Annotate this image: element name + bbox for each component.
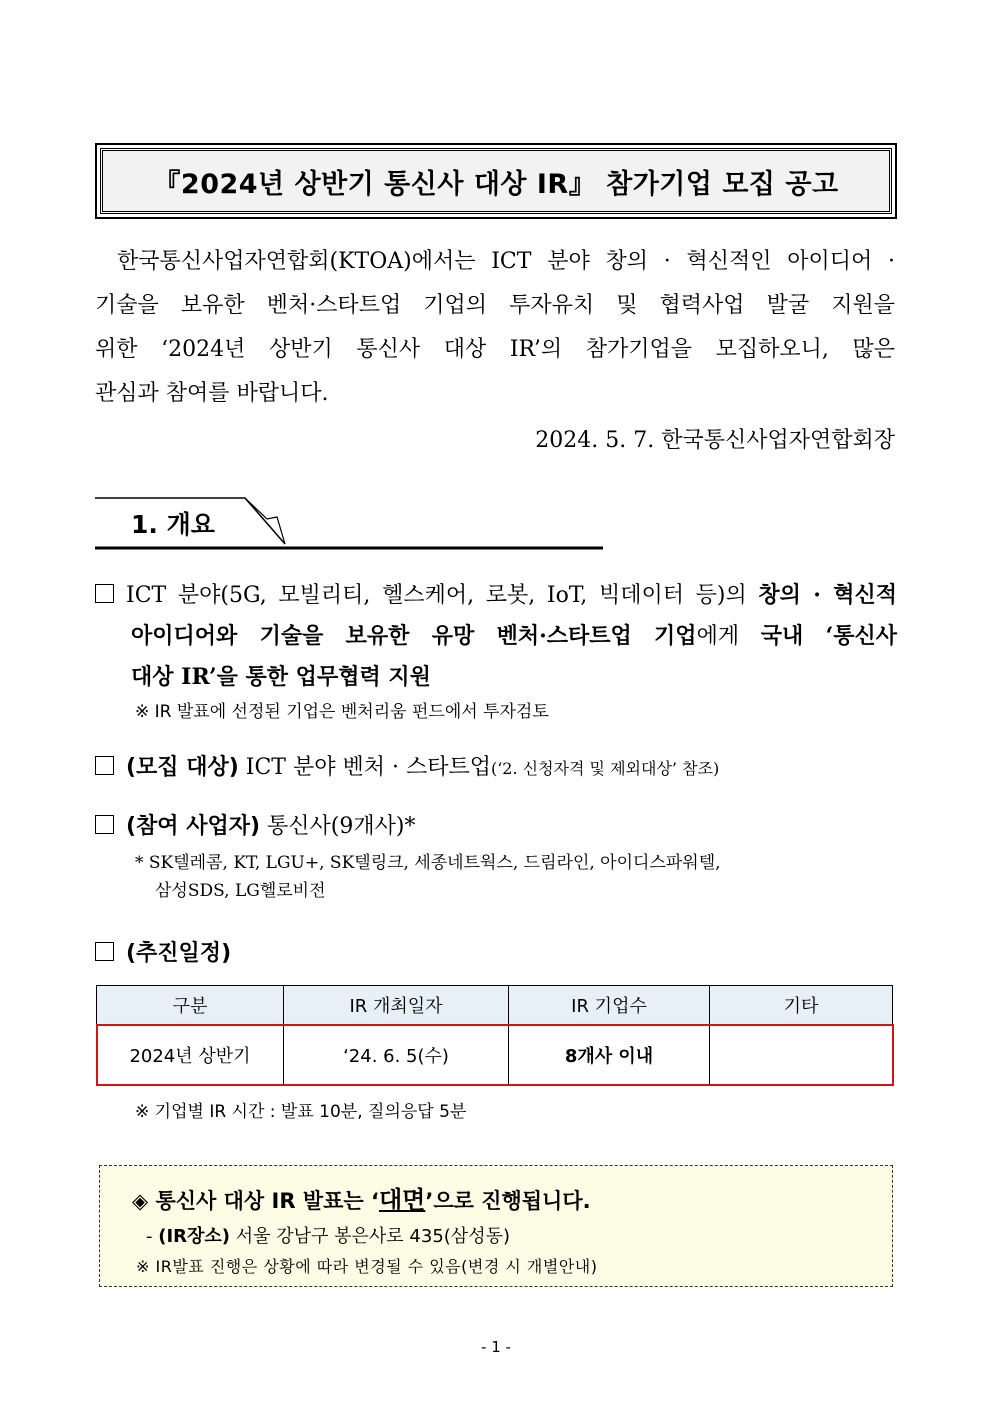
participants-list: 삼성SDS, LG헬로비전 (155, 881, 326, 901)
table-header: 구분 (97, 986, 284, 1025)
place-label: (IR장소) (158, 1226, 231, 1247)
bullet-text: ICT 분야(5G, 모빌리티, 헬스케어, 로봇, IoT, 빅데이터 등)의 (126, 583, 747, 608)
table-cell: 8개사 이내 (509, 1025, 710, 1086)
bullet-text: 에게 (696, 624, 740, 649)
table-header: IR 기업수 (509, 986, 710, 1025)
bullet-label: (모집 대상) (126, 755, 239, 780)
place-value: 서울 강남구 봉은사로 435(삼성동) (235, 1226, 510, 1247)
bullet-label: (추진일정) (126, 941, 232, 966)
bullet-text-bold: 국내 ‘통신사 (760, 623, 897, 649)
title-box (95, 143, 897, 219)
bullet-reference: (‘2. 신청자격 및 제외대상’ 참조) (490, 759, 720, 778)
notice-place (146, 1222, 510, 1248)
participants-list: * SK텔레콤, KT, LGU+, SK텔링크, 세종네트웍스, 드림라인, 아이디스파워텔, (135, 853, 721, 873)
notice-heading (132, 1180, 591, 1215)
bullet-text: 통신사(9개사)* (267, 814, 416, 839)
bullet-note: ※ IR 발표에 선정된 기업은 벤처리움 펀드에서 투자검토 (135, 702, 549, 722)
signature: 2024. 5. 7. 한국통신사업자연합회장 (535, 428, 895, 453)
section-title: 1. 개요 (131, 510, 215, 539)
table-header-row (97, 986, 893, 1025)
bullet-target (95, 747, 897, 789)
bullet-text: ICT 분야 벤처 · 스타트업 (245, 755, 491, 780)
dash: - (146, 1226, 153, 1247)
checkbox-icon (95, 756, 114, 775)
checkbox-icon (95, 942, 114, 961)
table-header: 기타 (710, 986, 893, 1025)
page-number: - 1 - (481, 1338, 511, 1356)
section-heading (95, 497, 605, 552)
table-cell (710, 1025, 893, 1086)
schedule-note: ※ 기업별 IR 시간 : 발표 10분, 질의응답 5분 (135, 1102, 467, 1122)
diamond-icon: ◈ (132, 1189, 149, 1213)
bullet-participants (95, 806, 897, 905)
notice-caution: ※ IR발표 진행은 상황에 따라 변경될 수 있음(변경 시 개별안내) (136, 1257, 598, 1276)
checkbox-icon (95, 815, 114, 834)
document-title: 『2024년 상반기 통신사 대상 IR』 참가기업 모집 공고 (153, 168, 839, 200)
intro-line: 한국통신사업자연합회(KTOA)에서는 ICT 분야 창의 · 혁신적인 아이디어 · (117, 249, 895, 274)
bullet-label: (참여 사업자) (126, 814, 261, 839)
notice-heading-text: ’으로 진행됩니다. (425, 1189, 591, 1213)
bullet-text-bold: 대상 IR’을 통한 업무협력 지원 (131, 664, 431, 690)
table-row (97, 1025, 893, 1086)
notice-box (99, 1165, 893, 1287)
intro-line: 기술을 보유한 벤처·스타트업 기업의 투자유치 및 협력사업 발굴 지원을 (95, 293, 895, 318)
table-cell: 2024년 상반기 (97, 1025, 284, 1086)
intro-line: 관심과 참여를 바랍니다. (95, 381, 329, 406)
schedule-table (96, 985, 893, 1085)
table-header: IR 개최일자 (284, 986, 509, 1025)
bullet-overview (95, 575, 897, 726)
checkbox-icon (95, 584, 114, 603)
bullet-text-bold: 아이디어와 기술을 보유한 유망 벤처·스타트업 기업 (131, 623, 697, 649)
intro-paragraph (95, 240, 895, 416)
intro-line: 위한 ‘2024년 상반기 통신사 대상 IR’의 참가기업을 모집하오니, 많은 (95, 337, 895, 362)
notice-heading-text: 통신사 대상 IR 발표는 ‘ (155, 1189, 379, 1213)
table-cell: ‘24. 6. 5(수) (284, 1025, 509, 1086)
notice-emphasis: 대면 (378, 1186, 426, 1214)
bullet-text-bold: 창의 · 혁신적 (758, 582, 897, 608)
bullet-schedule (95, 933, 897, 974)
